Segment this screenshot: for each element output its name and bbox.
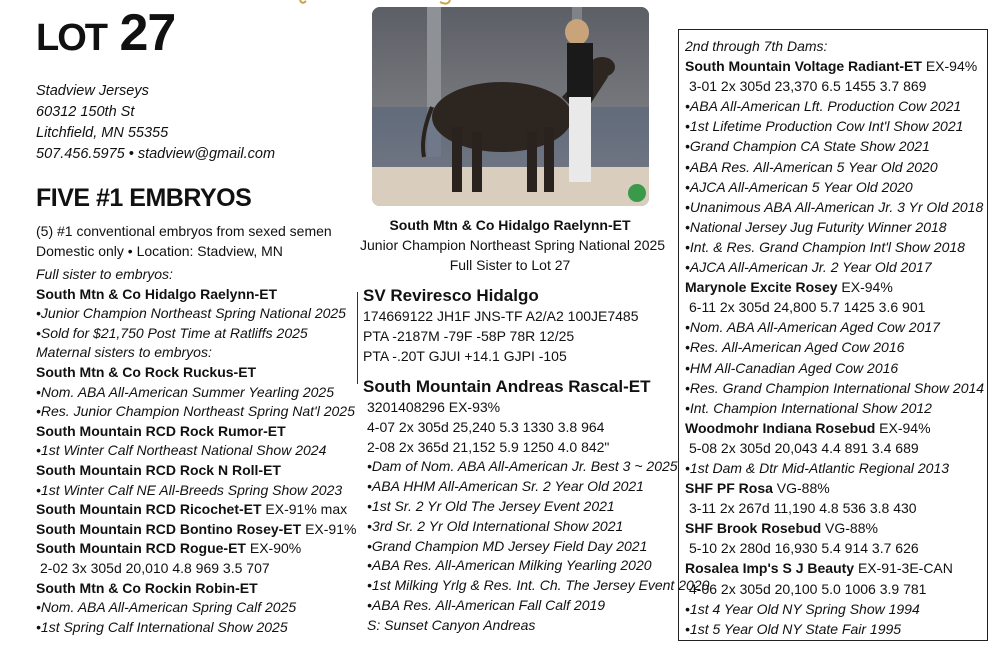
pedigree-note: •1st Spring Calf International Show 2025 xyxy=(36,618,288,635)
pedigree-cow-name xyxy=(36,500,366,520)
dams-record: 3-11 2x 267d 11,190 4.8 536 3.8 430 xyxy=(689,500,917,517)
cow-name: Marynole Excite Rosey xyxy=(685,279,838,296)
dam-line: 4-07 2x 305d 25,240 5.3 1330 3.8 964 xyxy=(367,418,605,435)
pedigree-note: •1st Winter Calf NE All-Breeds Spring Show 2023 xyxy=(36,481,343,498)
pedigree-note: •Junior Champion Northeast Spring National 2025 xyxy=(36,305,346,322)
sire-line-1: 174669122 JH1F JNS-TF A2/A2 100JE7485 xyxy=(363,308,639,324)
street-address: 60312 150th St xyxy=(36,104,135,120)
pedigree-cow-name xyxy=(36,579,366,599)
dams-cow-name xyxy=(685,277,987,297)
embryo-info xyxy=(36,221,366,261)
dams-note: •1st 4 Year Old NY Spring Show 1994 xyxy=(685,600,920,617)
cow-name: South Mountain RCD Bontino Rosey-ET xyxy=(36,520,302,537)
dams-note: •Grand Champion CA State Show 2021 xyxy=(685,138,930,155)
cow-name: Woodmohr Indiana Rosebud xyxy=(685,419,876,436)
dam-note: •Grand Champion MD Jersey Field Day 2021 xyxy=(367,537,648,554)
contact-block xyxy=(36,81,366,165)
dams-cow-name xyxy=(685,418,987,438)
dam-line: 3201408296 EX-93% xyxy=(367,399,501,415)
dams-record: 5-10 2x 280d 16,930 5.4 914 3.7 626 xyxy=(689,540,919,557)
dams-note: •HM All-Canadian Aged Cow 2016 xyxy=(685,359,899,376)
dam-name: South Mountain Andreas Rascal-ET xyxy=(363,377,651,396)
dams-note: •1st Lifetime Production Cow Int'l Show 2021 xyxy=(685,118,964,135)
dams-cow-name xyxy=(685,518,987,538)
cow-name: South Mountain RCD Rogue-ET xyxy=(36,540,246,557)
pedigree-note: •Nom. ABA All-American Summer Yearling 2025 xyxy=(36,383,334,400)
classification: VG-88% xyxy=(821,520,878,537)
classification: EX-94% xyxy=(875,419,931,436)
dams-note: •Unanimous ABA All-American Jr. 3 Yr Old 2018 xyxy=(685,198,984,215)
dams-cow-name xyxy=(685,558,987,578)
dams-note: •AJCA All-American 5 Year Old 2020 xyxy=(685,178,913,195)
dams-note: •Nom. ABA All-American Aged Cow 2017 xyxy=(685,319,940,336)
dams-cow-name xyxy=(685,478,987,498)
cow-name: South Mtn & Co Hidalgo Raelynn-ET xyxy=(36,285,278,302)
classification: EX-90% xyxy=(245,540,302,557)
dam-note: •ABA Res. All-American Fall Calf 2019 xyxy=(367,596,606,613)
lot-word: LOT xyxy=(36,17,106,59)
dams-record: 6-11 2x 305d 24,800 5.7 1425 3.6 901 xyxy=(689,299,926,316)
dams-list xyxy=(685,36,987,639)
dam-note: •1st Milking Yrlg & Res. Int. Ch. The Jersey Event 2020 xyxy=(367,577,710,594)
cow-name: South Mountain Voltage Radiant-ET xyxy=(685,58,922,75)
dams-note: •1st 5 Year Old NY State Fair 1995 xyxy=(685,620,902,637)
cow-name: South Mountain RCD Ricochet-ET xyxy=(36,501,262,518)
dam-note: •ABA HHM All-American Sr. 2 Year Old 2021 xyxy=(367,478,644,495)
dams-note: •Int. & Res. Grand Champion Int'l Show 2018 xyxy=(685,238,965,255)
lot-number: 27 xyxy=(119,4,176,62)
phone-email: 507.456.5975 • stadview@gmail.com xyxy=(36,146,276,162)
dam-line: 2-08 2x 365d 21,152 5.9 1250 4.0 842" xyxy=(367,438,610,455)
lot-info-column xyxy=(36,4,366,637)
dams-note: •1st Dam & Dtr Mid-Atlantic Regional 2013 xyxy=(685,459,950,476)
classification: EX-91-3E-CAN xyxy=(854,560,953,577)
caption-name: South Mtn & Co Hidalgo Raelynn-ET xyxy=(389,217,631,233)
sire-block xyxy=(363,286,663,366)
pedigree-list xyxy=(36,265,366,637)
caption-award: Junior Champion Northeast Spring National 2025 xyxy=(360,237,666,253)
sire-name: SV Reviresco Hidalgo xyxy=(363,286,539,305)
pedigree-cow-name xyxy=(36,285,366,305)
pedigree-cow-name xyxy=(36,422,366,442)
pedigree-record: 2-02 3x 305d 20,010 4.8 969 3.5 707 xyxy=(40,559,270,576)
pedigree-note: •Sold for $21,750 Post Time at Ratliffs 2025 xyxy=(36,324,308,341)
cow-name: SHF PF Rosa xyxy=(685,480,773,497)
pedigree-note: •1st Winter Calf Northeast National Show 2024 xyxy=(36,442,327,459)
cow-name: South Mtn & Co Rock Ruckus-ET xyxy=(36,363,257,380)
embryo-title: FIVE #1 EMBRYOS xyxy=(36,184,252,212)
dams-note: •National Jersey Jug Futurity Winner 2018 xyxy=(685,218,947,235)
dam-note: •Dam of Nom. ABA All-American Jr. Best 3 ~ 2025 xyxy=(367,458,678,475)
photo-caption xyxy=(360,215,666,275)
pedigree-note: Full sister to embryos: xyxy=(36,266,173,282)
dams-note: •ABA All-American Lft. Production Cow 2021 xyxy=(685,98,962,115)
cow-name: Rosalea Imp's S J Beauty xyxy=(685,560,855,577)
dams-note: •Res. Grand Champion International Show 2014 xyxy=(685,379,985,396)
pedigree-note: •Nom. ABA All-American Spring Calf 2025 xyxy=(36,599,297,616)
dams-record: 5-08 2x 305d 20,043 4.4 891 3.4 689 xyxy=(689,439,919,456)
dams-note: •AJCA All-American Jr. 2 Year Old 2017 xyxy=(685,259,932,276)
dams-record: 3-01 2x 305d 23,370 6.5 1455 3.7 869 xyxy=(689,78,927,95)
pedigree-cow-name xyxy=(36,539,366,559)
lot-heading xyxy=(36,4,366,63)
dam-note: •ABA Res. All-American Milking Yearling 2020 xyxy=(367,557,652,574)
sire-line-2: PTA -2187M -79F -58P 78R 12/25 xyxy=(363,328,575,344)
farm-name: Stadview Jerseys xyxy=(36,83,149,99)
dam-lines xyxy=(363,398,710,636)
pedigree-cow-name xyxy=(36,461,366,481)
dams-note: 2nd through 7th Dams: xyxy=(685,38,828,54)
embryo-line-2: Domestic only • Location: Stadview, MN xyxy=(36,243,283,259)
dams-note: •Int. Champion International Show 2012 xyxy=(685,399,932,416)
cow-name: SHF Brook Rosebud xyxy=(685,520,822,537)
dam-note: •1st Sr. 2 Yr Old The Jersey Event 2021 xyxy=(367,497,615,514)
pedigree-note: •Res. Junior Champion Northeast Spring Nat'l 2025 xyxy=(36,403,355,420)
cow-photo xyxy=(372,7,649,206)
sire-divider xyxy=(357,292,358,384)
classification: EX-94% xyxy=(921,58,978,75)
cow-name: South Mountain RCD Rock Rumor-ET xyxy=(36,422,286,439)
cow-photo-illustration xyxy=(372,7,649,206)
dams-note: •Res. All-American Aged Cow 2016 xyxy=(685,339,905,356)
caption-relation: Full Sister to Lot 27 xyxy=(449,257,571,273)
dams-note: •ABA Res. All-American 5 Year Old 2020 xyxy=(685,158,938,175)
dam-note: S: Sunset Canyon Andreas xyxy=(367,616,536,633)
classification: EX-91% xyxy=(301,520,357,537)
dams-cow-name xyxy=(685,56,987,76)
classification: EX-94% xyxy=(837,279,893,296)
classification: VG-88% xyxy=(772,480,830,497)
classification: EX-91% max xyxy=(261,501,348,518)
pedigree-note: Maternal sisters to embryos: xyxy=(36,344,212,361)
cow-name: South Mountain RCD Rock N Roll-ET xyxy=(36,461,281,478)
pedigree-cow-name xyxy=(36,363,366,383)
dams-record: 4-06 2x 305d 20,100 5.0 1006 3.9 781 xyxy=(689,580,927,597)
dam-block xyxy=(363,376,710,636)
city-address: Litchfield, MN 55355 xyxy=(36,125,169,141)
embryo-line-1: (5) #1 conventional embryos from sexed semen xyxy=(36,223,332,239)
cow-name: South Mtn & Co Rockin Robin-ET xyxy=(36,579,258,596)
dam-note: •3rd Sr. 2 Yr Old International Show 2021 xyxy=(367,517,624,534)
pedigree-cow-name xyxy=(36,520,366,540)
sire-line-3: PTA -.20T GJUI +14.1 GJPI -105 xyxy=(363,348,567,364)
